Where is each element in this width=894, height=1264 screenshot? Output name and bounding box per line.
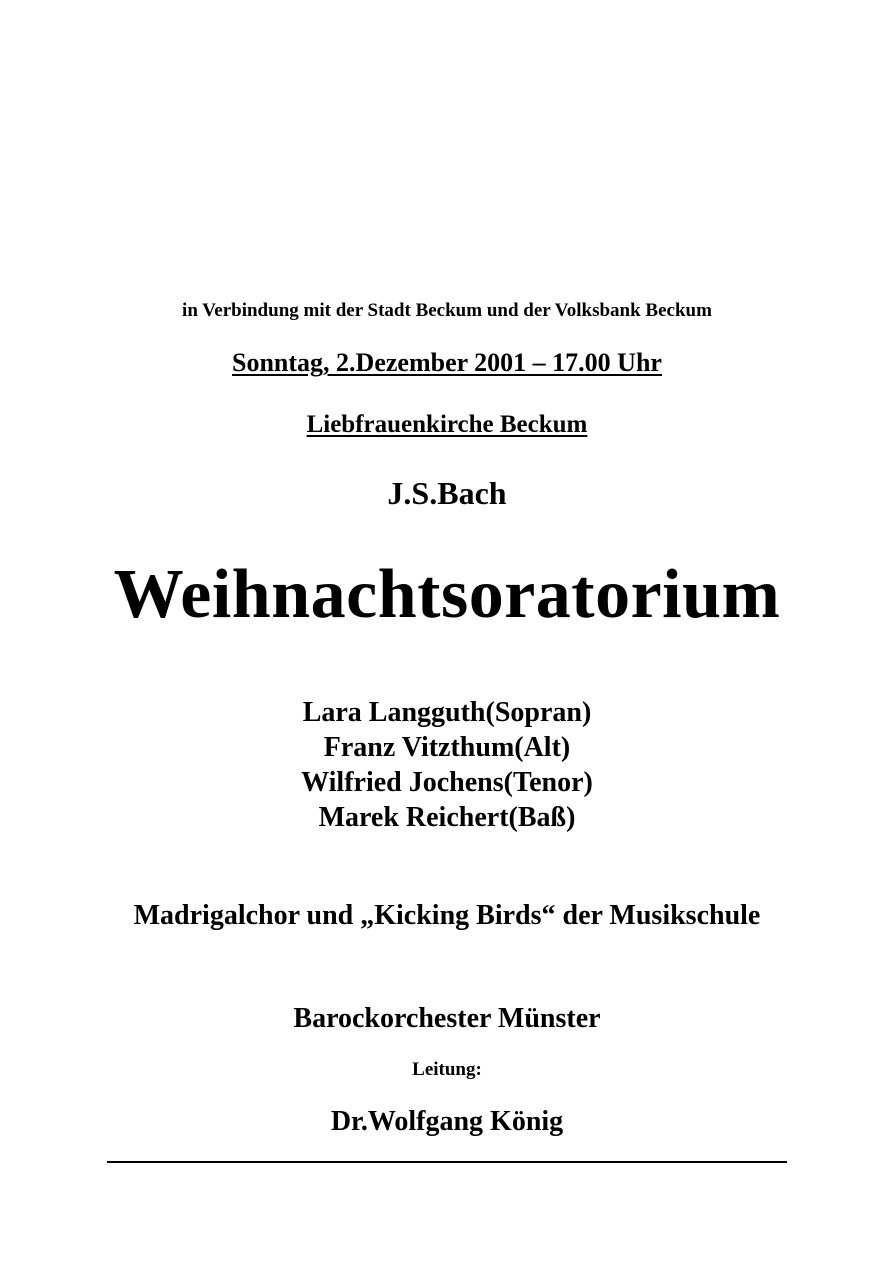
soloists-list bbox=[0, 695, 894, 835]
soloist-soprano: Lara Langguth(Sopran) bbox=[302, 697, 592, 728]
soloist-bass: Marek Reichert(Baß) bbox=[318, 802, 576, 833]
composer-name: J.S.Bach bbox=[387, 475, 507, 511]
soloist-tenor: Wilfried Jochens(Tenor) bbox=[301, 767, 593, 798]
event-date: Sonntag, 2.Dezember 2001 – 17.00 Uhr bbox=[232, 348, 662, 377]
orchestra-name: Barockorchester Münster bbox=[293, 1003, 601, 1034]
work-title: Weihnachtsoratorium bbox=[113, 556, 781, 633]
event-venue: Liebfrauenkirche Beckum bbox=[306, 411, 588, 438]
intro-line: in Verbindung mit der Stadt Beckum und der Volksbank Beckum bbox=[182, 300, 712, 321]
soloist-alto: Franz Vitzthum(Alt) bbox=[323, 732, 571, 763]
bottom-rule bbox=[107, 1161, 787, 1163]
choir-line: Madrigalchor und „Kicking Birds“ der Musikschule bbox=[133, 900, 761, 931]
conductor-name: Dr.Wolfgang König bbox=[330, 1106, 564, 1137]
conductor-label: Leitung: bbox=[412, 1059, 482, 1080]
